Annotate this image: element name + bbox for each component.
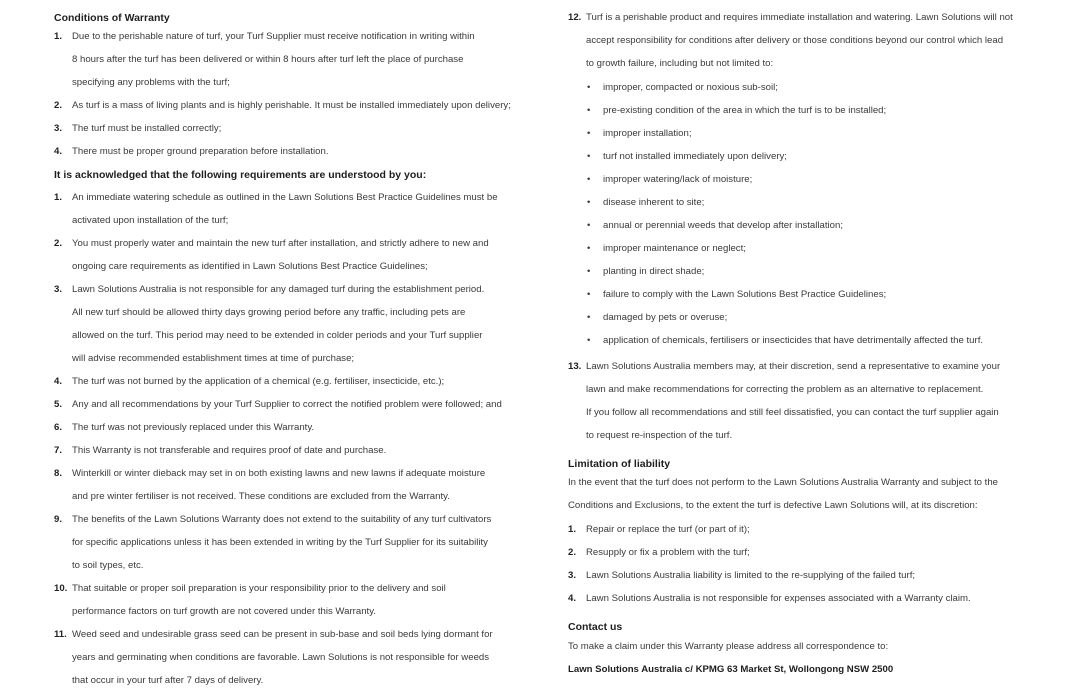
item-number: 1. [54, 31, 63, 42]
liability-heading: Limitation of liability [568, 458, 671, 470]
item-text-line: Lawn Solutions Australia is not responsible for any damaged turf during the establishment period. [72, 284, 485, 295]
item-text-line: and pre winter fertiliser is not received. These conditions are excluded from the Warranty. [72, 491, 450, 502]
bullet-icon: • [587, 105, 591, 116]
item-text-line: that occur in your turf after 7 days of delivery. [72, 675, 264, 686]
item-text-line: Any and all recommendations by your Turf Supplier to correct the notified problem were followed; and [72, 399, 502, 410]
item-text-line: specifying any problems with the turf; [72, 77, 230, 88]
item-number: 10. [54, 583, 68, 594]
bullet-text: application of chemicals, fertilisers or insecticides that have detrimentally affected the turf. [603, 335, 984, 346]
item-number: 1. [568, 524, 577, 535]
right-column [568, 0, 1038, 675]
contact-line: To make a claim under this Warranty please address all correspondence to: [568, 641, 889, 652]
item-number: 9. [54, 514, 63, 525]
item-text-line: There must be proper ground preparation before installation. [72, 146, 329, 157]
bullet-text: improper installation; [603, 128, 692, 139]
bullet-icon: • [587, 335, 591, 346]
item-text-line: Weed seed and undesirable grass seed can be present in sub-base and soil beds lying dormant for [72, 629, 493, 640]
bullet-text: turf not installed immediately upon delivery; [603, 151, 787, 162]
item-text-line: You must properly water and maintain the new turf after installation, and strictly adhere to new and [72, 238, 489, 249]
bullet-icon: • [587, 289, 591, 300]
item-text-line: Lawn Solutions Australia is not responsible for expenses associated with a Warranty claim. [586, 593, 971, 604]
item-text-line: activated upon installation of the turf; [72, 215, 229, 226]
contact-address: Lawn Solutions Australia c/ KPMG 63 Market St, Wollongong NSW 2500 [568, 664, 894, 675]
list-item [54, 439, 524, 462]
bullet-text: damaged by pets or overuse; [603, 312, 728, 323]
item-text-line: The turf was not burned by the application of a chemical (e.g. fertiliser, insecticide, etc.); [72, 376, 445, 387]
item-number: 1. [54, 192, 63, 203]
bullet-text: improper maintenance or neglect; [603, 243, 746, 254]
item-text-line: will advise recommended establishment times at time of purchase; [72, 353, 355, 364]
list-item [568, 564, 1038, 587]
item-text-line: The benefits of the Lawn Solutions Warranty does not extend to the suitability of any turf cultivators [72, 514, 492, 525]
list-item [54, 508, 524, 577]
bullet-icon: • [587, 197, 591, 208]
item-text-line: Due to the perishable nature of turf, your Turf Supplier must receive notification in writing within [72, 31, 475, 42]
item-text-line: All new turf should be allowed thirty days growing period before any traffic, including pets are [72, 307, 466, 318]
list-item [54, 232, 524, 278]
bullet-text: pre-existing condition of the area in which the turf is to be installed; [603, 105, 887, 116]
item-number: 13. [568, 361, 582, 372]
list-item [54, 117, 524, 140]
item-number: 4. [54, 376, 63, 387]
left-column [54, 0, 524, 686]
contact-heading: Contact us [568, 621, 623, 633]
list-item [54, 25, 524, 94]
item-text-line: That suitable or proper soil preparation is your responsibility prior to the delivery and soil [72, 583, 446, 594]
item-number: 7. [54, 445, 63, 456]
item-text-line: ongoing care requirements as identified in Lawn Solutions Best Practice Guidelines; [72, 261, 428, 272]
bullet-icon: • [587, 312, 591, 323]
bullet-text: failure to comply with the Lawn Solutions Best Practice Guidelines; [603, 289, 887, 300]
item-text-line: Lawn Solutions Australia liability is limited to the re-supplying of the failed turf; [586, 570, 916, 581]
list-item [54, 278, 524, 370]
bullet-text: annual or perennial weeds that develop after installation; [603, 220, 844, 231]
list-item [54, 94, 524, 117]
item-number: 12. [568, 12, 582, 23]
item-text-line: Winterkill or winter dieback may set in on both existing lawns and new lawns if adequate moisture [72, 468, 486, 479]
liability-paragraph-line: In the event that the turf does not perform to the Lawn Solutions Australia Warranty and subject to the [568, 477, 999, 488]
item-text-line: 8 hours after the turf has been delivered or within 8 hours after turf left the place of purchase [72, 54, 464, 65]
bullet-icon: • [587, 82, 591, 93]
list-item [568, 587, 1038, 610]
item-text-line: accept responsibility for conditions after delivery or those conditions beyond our control which lead [586, 35, 1004, 46]
item-text-line: An immediate watering schedule as outlined in the Lawn Solutions Best Practice Guidelines must be [72, 192, 498, 203]
list-item [54, 416, 524, 439]
item-text-line: to growth failure, including but not limited to: [586, 58, 774, 69]
item-text-line: If you follow all recommendations and still feel dissatisfied, you can contact the turf supplier again [586, 407, 999, 418]
bullet-icon: • [587, 266, 591, 277]
item-text-line: to request re-inspection of the turf. [586, 430, 733, 441]
item-text-line: to soil types, etc. [72, 560, 144, 571]
conditions-heading: Conditions of Warranty [54, 12, 170, 24]
item-text-line: for specific applications unless it has been extended in writing by the Turf Supplier for its suitability [72, 537, 488, 548]
item-number: 8. [54, 468, 63, 479]
item-text-line: Resupply or fix a problem with the turf; [586, 547, 750, 558]
item-text-line: The turf must be installed correctly; [72, 123, 222, 134]
bullet-icon: • [587, 220, 591, 231]
bullet-text: improper, compacted or noxious sub-soil; [603, 82, 778, 93]
bullet-text: improper watering/lack of moisture; [603, 174, 753, 185]
bullet-icon: • [587, 243, 591, 254]
item-number: 2. [568, 547, 577, 558]
item-text-line: Turf is a perishable product and requires immediate installation and watering. Lawn Solutions will not [586, 12, 1013, 23]
list-item [54, 370, 524, 393]
item-number: 2. [54, 100, 63, 111]
item-number: 4. [568, 593, 577, 604]
list-item [54, 623, 524, 692]
item-number: 3. [54, 123, 63, 134]
list-item [568, 6, 1038, 75]
list-item [568, 355, 1038, 447]
list-item [568, 518, 1038, 541]
list-item [54, 393, 524, 416]
item-number: 4. [54, 146, 63, 157]
item-text-line: Repair or replace the turf (or part of it); [586, 524, 750, 535]
list-item [54, 186, 524, 232]
item-text-line: years and germinating when conditions are favorable. Lawn Solutions is not responsible for weeds [72, 652, 490, 663]
list-item [54, 140, 524, 163]
item-text-line: performance factors on turf growth are not covered under this Warranty. [72, 606, 376, 617]
item-text-line: As turf is a mass of living plants and is highly perishable. It must be installed immediately upon delivery; [72, 100, 511, 111]
item-number: 3. [54, 284, 63, 295]
bullet-icon: • [587, 128, 591, 139]
list-item [54, 577, 524, 623]
bullet-icon: • [587, 151, 591, 162]
bullet-text: planting in direct shade; [603, 266, 705, 277]
item-text-line: The turf was not previously replaced under this Warranty. [72, 422, 315, 433]
list-item [568, 541, 1038, 564]
item-text-line: allowed on the turf. This period may need to be extended in colder periods and your Turf supplier [72, 330, 483, 341]
item-text-line: Lawn Solutions Australia members may, at their discretion, send a representative to examine your [586, 361, 1001, 372]
item-text-line: lawn and make recommendations for correcting the problem as an alternative to replacement. [586, 384, 984, 395]
item-number: 5. [54, 399, 63, 410]
bullet-text: disease inherent to site; [603, 197, 705, 208]
bullet-icon: • [587, 174, 591, 185]
acknowledged-heading: It is acknowledged that the following requirements are understood by you: [54, 169, 427, 181]
item-number: 2. [54, 238, 63, 249]
liability-paragraph-line: Conditions and Exclusions, to the extent the turf is defective Lawn Solutions will, at its discretion: [568, 500, 978, 511]
item-text-line: This Warranty is not transferable and requires proof of date and purchase. [72, 445, 387, 456]
list-item [54, 462, 524, 508]
item-number: 6. [54, 422, 63, 433]
item-number: 3. [568, 570, 577, 581]
item-number: 11. [54, 629, 67, 640]
